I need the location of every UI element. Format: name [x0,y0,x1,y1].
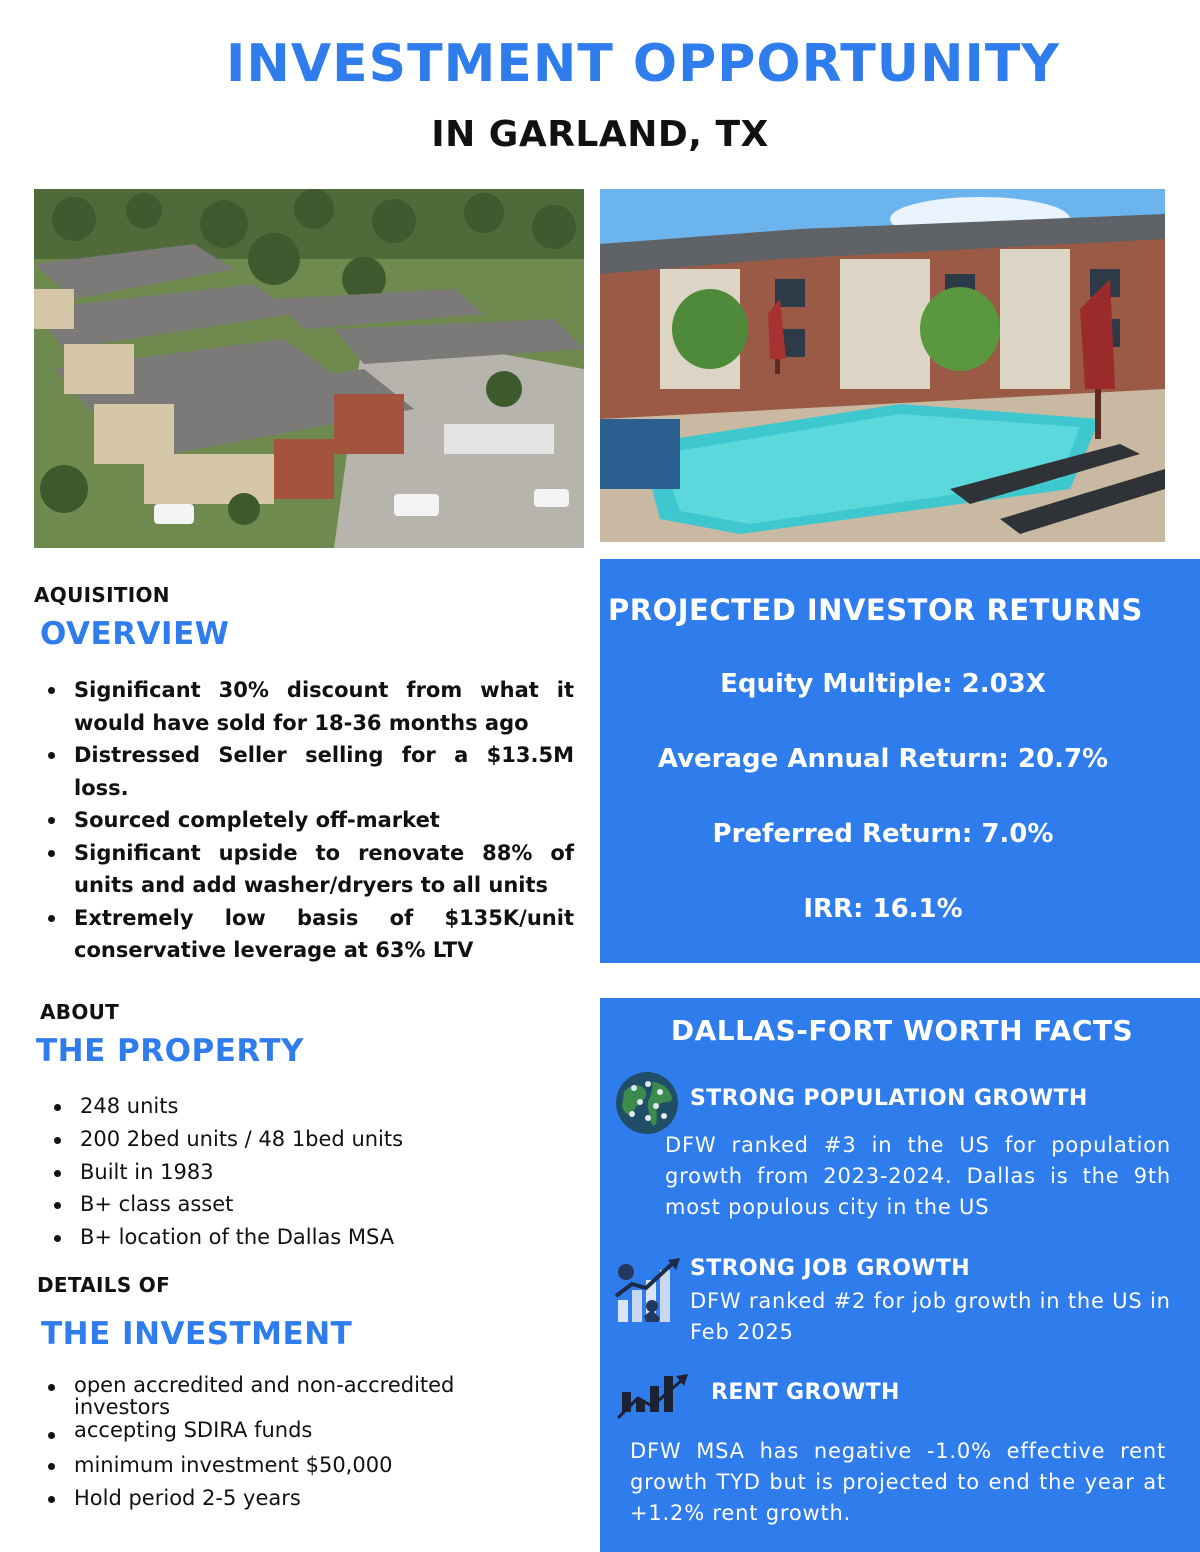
population-growth-text: DFW ranked #3 in the US for population growth from 2023-2024. Dallas is the 9th most populous city in the US [665,1133,1171,1219]
list-item: Significant 30% discount from what it would have sold for 18-36 months ago [34,674,574,739]
list-item: open accredited and non-accredited investors [34,1374,554,1418]
population-growth-title: STRONG POPULATION GROWTH [690,1086,1088,1111]
aerial-property-photo [34,189,584,548]
job-growth-title: STRONG JOB GROWTH [690,1256,971,1281]
list-item: Distressed Seller selling for a $13.5M loss. [34,739,574,804]
dfw-facts-panel [600,998,1200,1552]
acquisition-kicker: AQUISITION [34,583,170,607]
irr-value: IRR: 16.1% [803,894,963,924]
overview-heading: OVERVIEW [40,616,230,652]
list-item: Built in 1983 [40,1156,560,1189]
list-item: minimum investment $50,000 [34,1449,554,1482]
returns-panel [600,559,1200,963]
investment-kicker: DETAILS OF [37,1273,171,1297]
job-growth-icon [612,1256,684,1332]
list-item: accepting SDIRA funds [34,1418,554,1442]
preferred-return: Preferred Return: 7.0% [712,819,1054,849]
facts-title: DALLAS-FORT WORTH FACTS [670,1014,1134,1047]
list-item: 248 units [40,1090,560,1123]
property-heading: THE PROPERTY [36,1033,304,1069]
rent-growth-text: DFW MSA has negative -1.0% effective rent growth TYD but is projected to end the year at +1.2% rent growth. [630,1439,1166,1525]
overview-bullet-list [34,674,574,967]
rising-chart-icon [616,1370,692,1426]
list-item: Sourced completely off-market [34,804,574,837]
equity-multiple: Equity Multiple: 2.03X [720,669,1046,699]
job-growth-text: DFW ranked #2 for job growth in the US in Feb 2025 [690,1289,1171,1344]
page-subtitle: IN GARLAND, TX [431,114,769,155]
property-bullet-list [40,1090,560,1254]
list-item: Extremely low basis of $135K/unit conservative leverage at 63% LTV [34,902,574,967]
investment-heading: THE INVESTMENT [41,1316,353,1352]
pool-property-photo [600,189,1165,542]
returns-title: PROJECTED INVESTOR RETURNS [608,593,1143,627]
average-annual-return: Average Annual Return: 20.7% [657,744,1109,774]
list-item: B+ class asset [40,1188,560,1221]
page-title: INVESTMENT OPPORTUNITY [226,34,1060,94]
list-item: 200 2bed units / 48 1bed units [40,1123,560,1156]
property-kicker: ABOUT [40,1000,120,1024]
list-item: Significant upside to renovate 88% of units and add washer/dryers to all units [34,837,574,902]
rent-growth-title: RENT GROWTH [711,1380,900,1405]
investment-bullet-list [34,1374,554,1514]
list-item: Hold period 2-5 years [34,1482,554,1515]
list-item: B+ location of the Dallas MSA [40,1221,560,1254]
